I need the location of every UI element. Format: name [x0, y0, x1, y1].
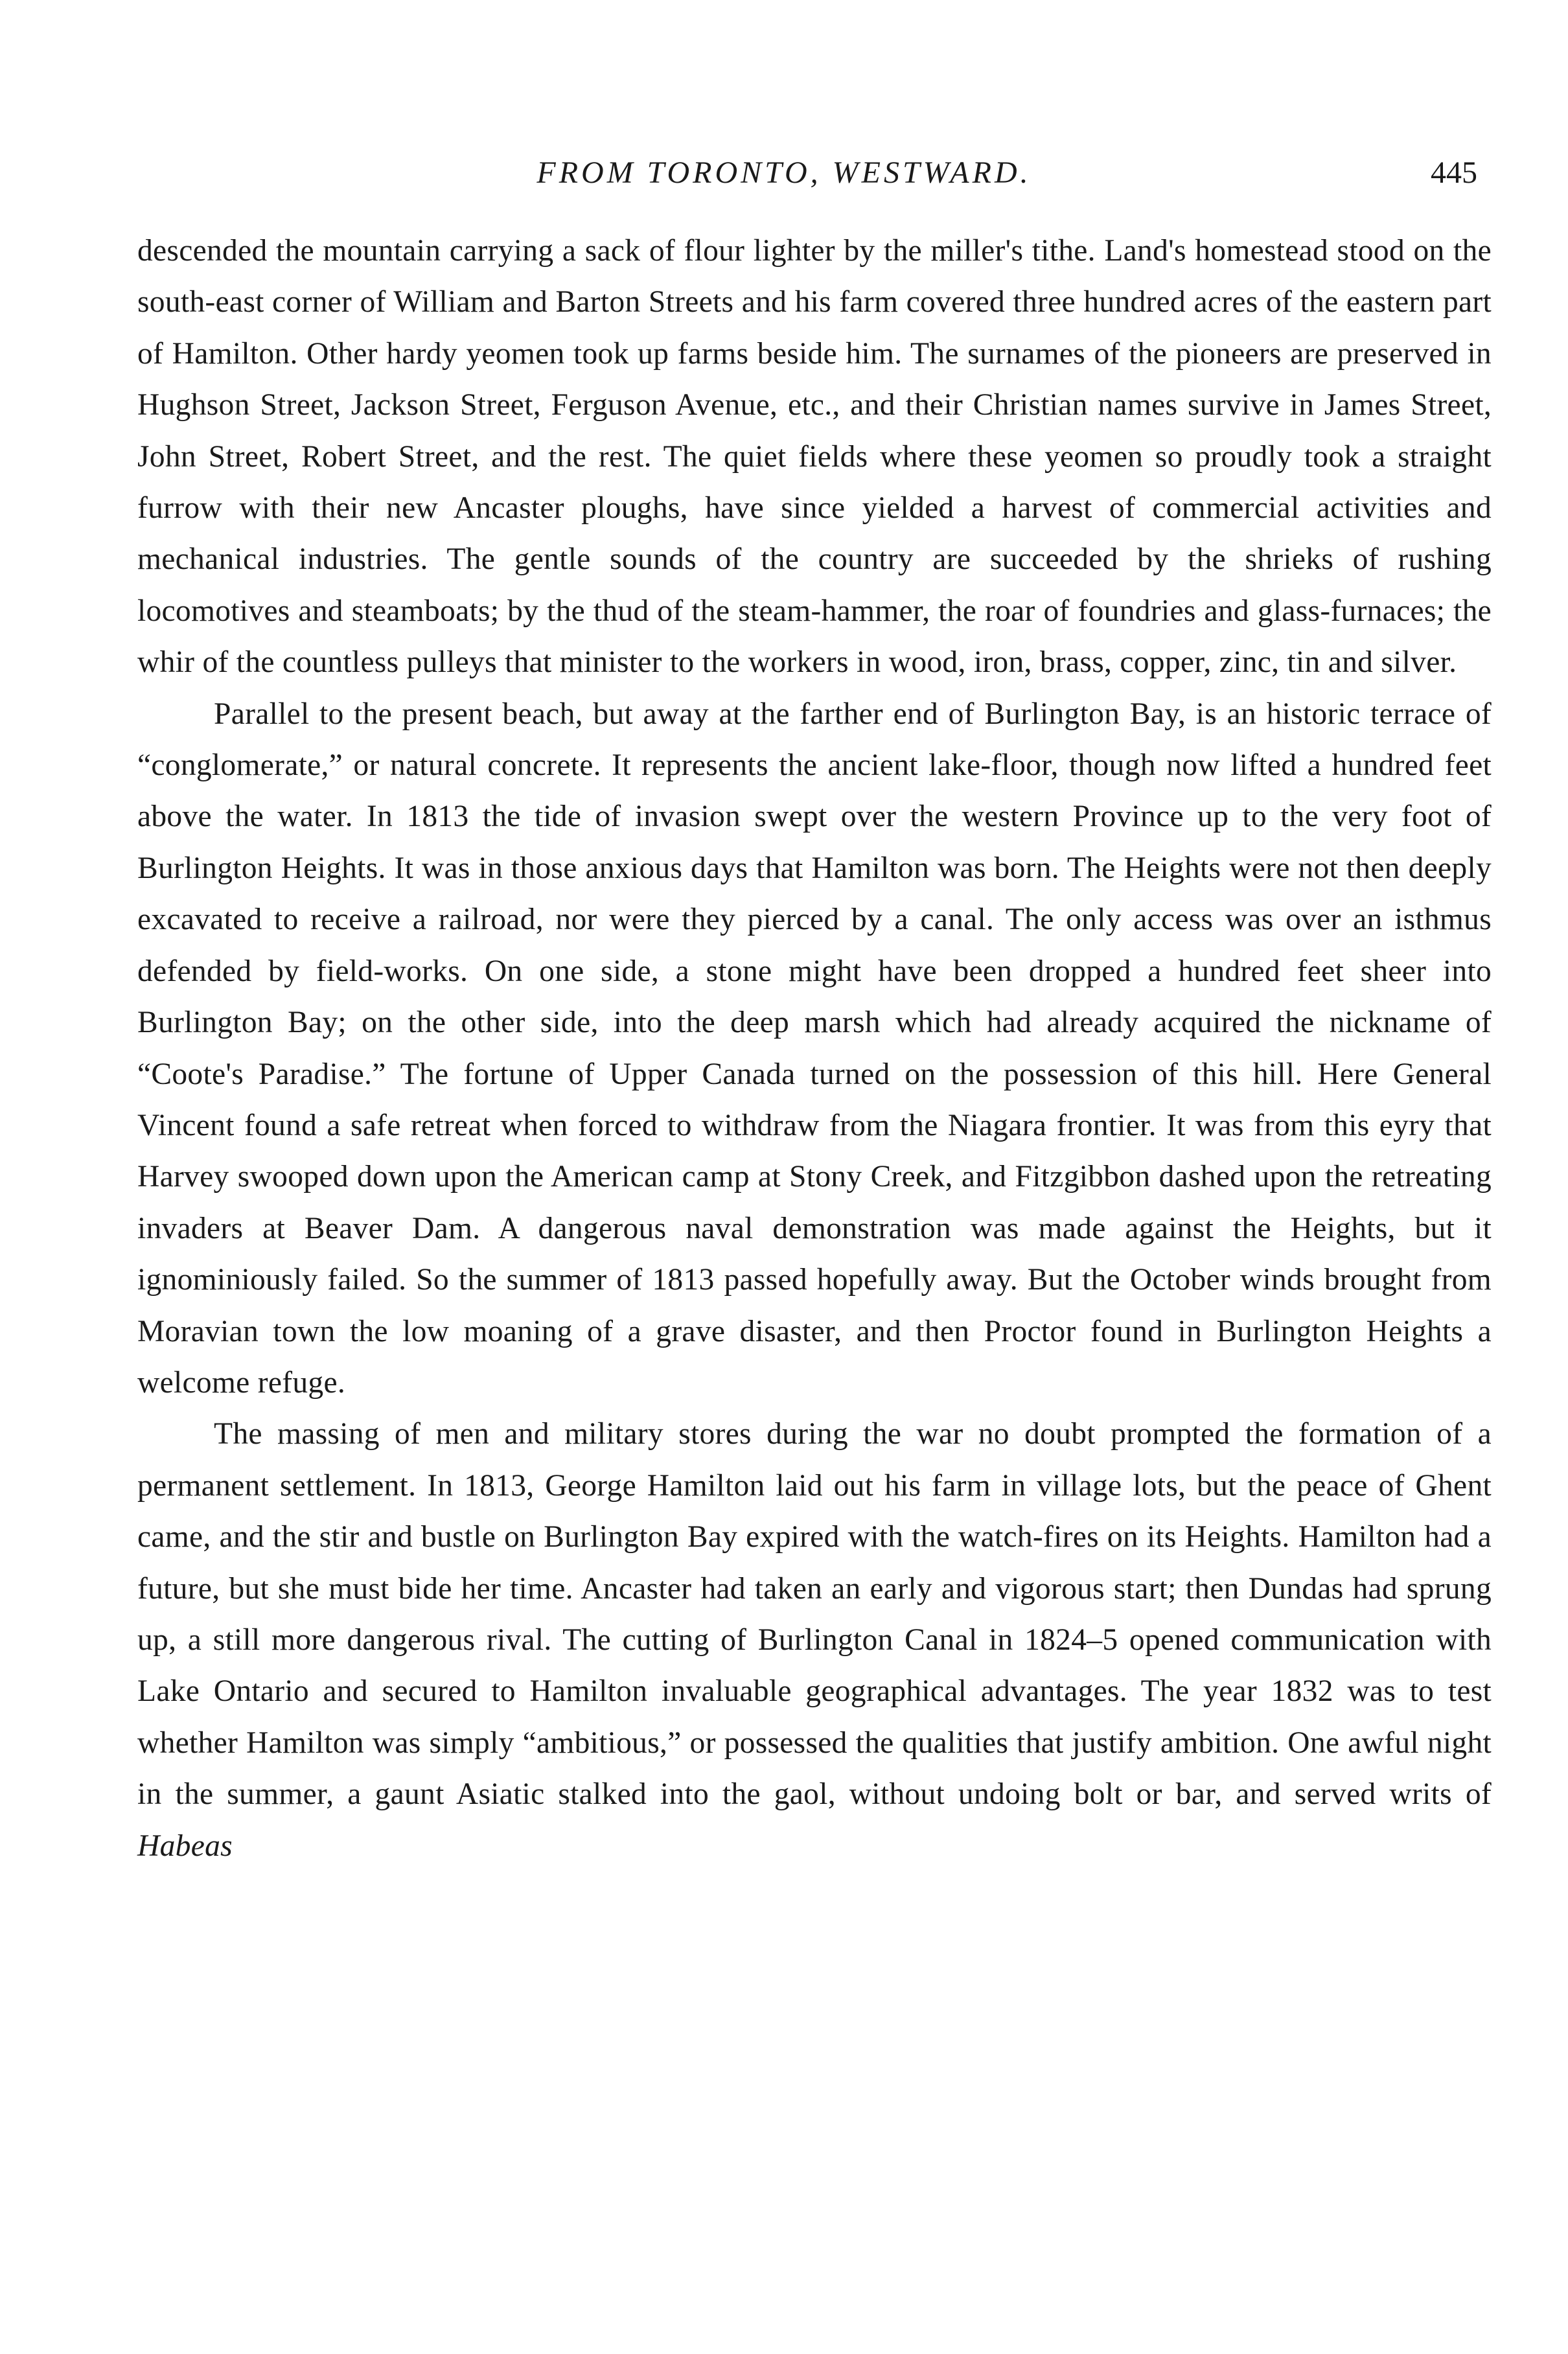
running-head — [0, 150, 1568, 196]
body-text — [137, 225, 1492, 1872]
paragraph-3-italic-word: Habeas — [137, 1829, 233, 1863]
page-number: 445 — [1431, 156, 1477, 190]
running-title: FROM TORONTO, WESTWARD. — [536, 156, 1032, 190]
paragraph-1: descended the mountain carrying a sack of flour lighter by the miller's tithe. Land's homestead stood on the south-east corner of William and Barton Streets and his farm covered three hundred acres of the eastern part of Hamilton. Other hardy yeomen took up farms beside him. The surnames of the pioneers are preserved in Hughson Street, Jackson Street, Ferguson Avenue, etc., and their Christian names survive in James Street, John Street, Robert Street, and the rest. The quiet fields where these yeomen so proudly took a straight furrow with their new Ancaster ploughs, have since yielded a harvest of commercial activities and mechanical industries. The gentle sounds of the country are succeeded by the shrieks of rushing locomotives and steamboats; by the thud of the steam-hammer, the roar of foundries and glass-furnaces; the whir of the countless pulleys that minister to the workers in wood, iron, brass, copper, zinc, tin and silver. — [137, 234, 1492, 680]
paragraph-3 — [137, 1409, 1492, 1872]
paragraph-2: Parallel to the present beach, but away at the farther end of Burlington Bay, is an historic terrace of “conglomerate,” or natural concrete. It represents the ancient lake-floor, though now lifted a hundred feet above the water. In 1813 the tide of invasion swept over the western Province up to the very foot of Burlington Heights. It was in those anxious days that Hamilton was born. The Heights were not then deeply excavated to receive a railroad, nor were they pierced by a canal. The only access was over an isthmus defended by field-works. On one side, a stone might have been dropped a hundred feet sheer into Burlington Bay; on the other side, into the deep marsh which had already acquired the nickname of “Coote's Paradise.” The fortune of Upper Canada turned on the possession of this hill. Here General Vincent found a safe retreat when forced to withdraw from the Niagara frontier. It was from this eyry that Harvey swooped down upon the American camp at Stony Creek, and Fitzgibbon dashed upon the retreating invaders at Beaver Dam. A dangerous naval demonstration was made against the Heights, but it ignominiously failed. So the summer of 1813 passed hopefully away. But the October winds brought from Moravian town the low moaning of a grave disaster, and then Proctor found in Burlington Heights a welcome refuge. — [137, 697, 1492, 1400]
paragraph-3-text: The massing of men and military stores during the war no doubt prompted the formation of a permanent settlement. In 1813, George Hamilton laid out his farm in village lots, but the peace of Ghent came, and the stir and bustle on Burlington Bay expired with the watch-fires on its Heights. Hamilton had a future, but she must bide her time. Ancaster had taken an early and vigorous start; then Dundas had sprung up, a still more dangerous rival. The cutting of Burlington Canal in 1824–5 opened communication with Lake Ontario and secured to Hamilton invaluable geographical advantages. The year 1832 was to test whether Hamilton was simply “ambitious,” or possessed the qualities that justify ambition. One awful night in the summer, a gaunt Asiatic stalked into the gaol, without undoing bolt or bar, and served writs of — [137, 1417, 1492, 1812]
